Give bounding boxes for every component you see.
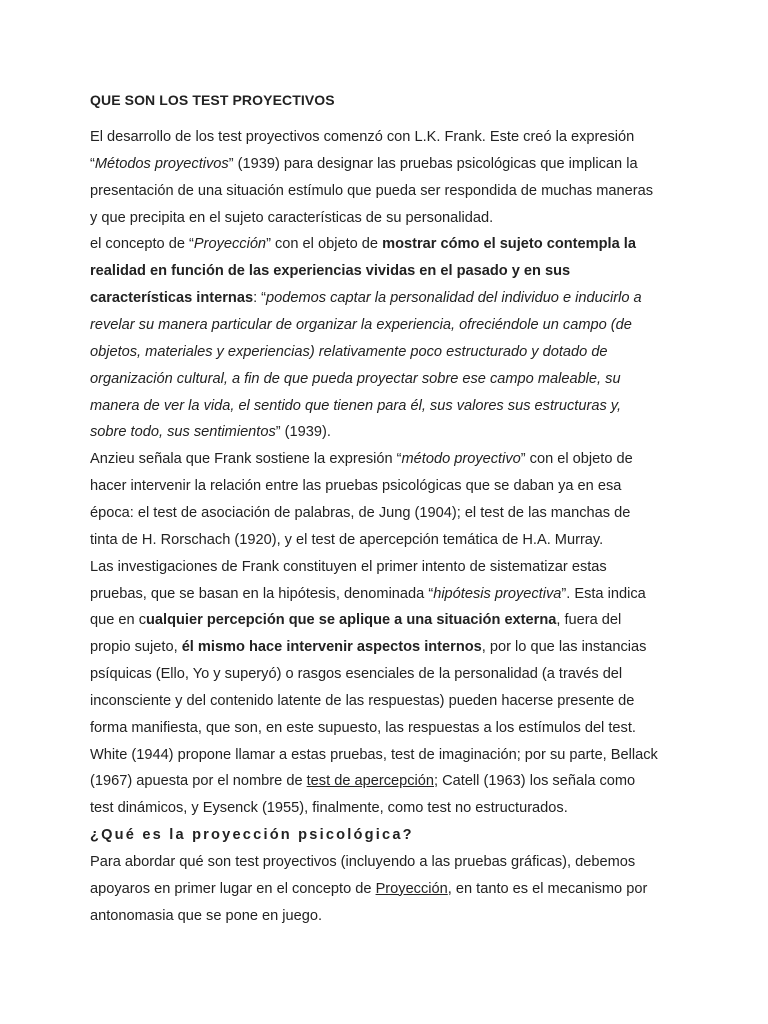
text-run: podemos captar la personalidad del individuo e inducirlo a (266, 290, 642, 307)
text-run: presentación de una situación estímulo que pueda ser respondida de muchas maneras (90, 182, 654, 199)
text-run: ” con el objeto de (266, 236, 383, 253)
text-line (90, 370, 621, 388)
text-line (90, 450, 633, 468)
text-run: organización cultural, a fin de que pueda proyectar sobre ese campo maleable, su (90, 370, 621, 387)
text-run: Proyección (193, 236, 267, 253)
text-run: Métodos proyectivos (94, 155, 229, 172)
text-run: forma manifiesta, que son, en este supuesto, las respuestas a los estímulos del test. (90, 719, 636, 736)
text-run: y que precipita en el sujeto características de su personalidad. (90, 209, 494, 226)
text-line (90, 531, 603, 549)
text-line (90, 665, 622, 683)
text-line (90, 209, 493, 227)
text-line (90, 504, 630, 522)
text-run: época: el test de asociación de palabras, de Jung (1904); el test de las manchas de (90, 504, 631, 521)
text-run: pruebas, que se basan en la hipótesis, denominada “ (90, 585, 434, 602)
text-line (90, 746, 658, 764)
text-run: antonomasia que se pone en juego. (90, 907, 323, 924)
text-run: él mismo hace intervenir aspectos internos (181, 639, 482, 656)
text-run: método proyectivo (401, 451, 521, 468)
text-line (90, 235, 636, 253)
text-run: manera de ver la vida, el sentido que tienen para él, sus valores sus estructuras y, (90, 397, 622, 414)
text-run: ¿Qué es la proyección psicológica? (90, 827, 414, 844)
text-run: apoyaros en primer lugar en el concepto de (90, 880, 376, 897)
text-run: ”. Esta indica (561, 585, 646, 602)
text-line (90, 907, 322, 925)
text-run: Las investigaciones de Frank constituyen el primer intento de sistematizar estas (90, 558, 607, 575)
text-run: inconsciente y del contenido latente de las respuestas) pueden hacerse presente de (90, 692, 635, 709)
text-line (90, 262, 570, 280)
text-run: Anzieu señala que Frank sostiene la expresión “ (90, 451, 402, 468)
text-run: tinta de H. Rorschach (1920), y el test de apercepción temática de H.A. Murray. (90, 531, 604, 548)
inline-link[interactable]: Proyección (375, 880, 448, 897)
text-run: objetos, materiales y experiencias) relativamente poco estructurado y dotado de (90, 343, 608, 360)
text-run: ” (1939) para designar las pruebas psicológicas que implican la (228, 155, 638, 172)
text-line (90, 772, 635, 790)
text-line (90, 692, 634, 710)
text-line (90, 155, 638, 173)
text-line (90, 182, 653, 200)
text-run: el concepto de “ (90, 236, 194, 253)
text-run: , en tanto es el mecanismo por (447, 880, 648, 897)
text-run: psíquicas (Ello, Yo y superyó) o rasgos esenciales de la personalidad (a través del (90, 666, 623, 682)
text-run: El desarrollo de los test proyectivos comenzó con L.K. Frank. Este creó la expresión (90, 129, 635, 145)
inline-link[interactable]: test de apercepción (306, 773, 434, 790)
text-line (90, 799, 568, 817)
text-run: : “ (253, 290, 267, 307)
text-run: ; Catell (1963) los señala como (434, 773, 636, 790)
text-line (90, 558, 607, 576)
text-run: test dinámicos, y Eysenck (1955), finalmente, como test no estructurados. (90, 800, 568, 817)
text-line (90, 316, 632, 334)
text-run: White (1944) propone llamar a estas pruebas, test de imaginación; por su parte, Bellack (90, 746, 658, 763)
text-run: características internas (90, 290, 254, 307)
text-run: revelar su manera particular de organizar la experiencia, ofreciéndole un campo (de (90, 317, 632, 333)
text-run: que en c (90, 612, 146, 629)
text-line (90, 289, 642, 307)
text-run: ” (1939). (275, 424, 331, 441)
document-title: QUE SON LOS TEST PROYECTIVOS (90, 92, 335, 108)
text-line (90, 128, 634, 146)
text-run: Para abordar qué son test proyectivos (incluyendo a las pruebas gráficas), debemos (90, 854, 636, 870)
text-line (90, 343, 608, 361)
text-run: “ (90, 155, 95, 172)
text-run: hipótesis proyectiva (433, 585, 562, 602)
text-run: hacer intervenir la relación entre las pruebas psicológicas que se daban ya en esa (90, 478, 622, 495)
text-run: , por lo que las instancias (481, 639, 647, 656)
text-line (90, 638, 646, 656)
text-run: realidad en función de las experiencias vividas en el pasado y en sus (90, 263, 571, 280)
text-run: ” con el objeto de (520, 451, 633, 468)
text-line (90, 477, 621, 495)
text-line (90, 611, 621, 629)
text-line (90, 397, 621, 415)
text-line (90, 423, 331, 441)
text-line (90, 585, 646, 603)
text-run: (1967) apuesta por el nombre de (90, 773, 307, 790)
text-run: sobre todo, sus sentimientos (90, 424, 276, 441)
text-run: mostrar cómo el sujeto contempla la (382, 236, 636, 253)
text-line (90, 880, 647, 898)
section-heading (90, 826, 414, 844)
text-run: propio sujeto, (90, 639, 182, 656)
text-run: , fuera del (556, 612, 622, 629)
text-line (90, 719, 636, 737)
text-line (90, 853, 635, 871)
text-run: ualquier percepción que se aplique a una situación externa (146, 612, 557, 629)
